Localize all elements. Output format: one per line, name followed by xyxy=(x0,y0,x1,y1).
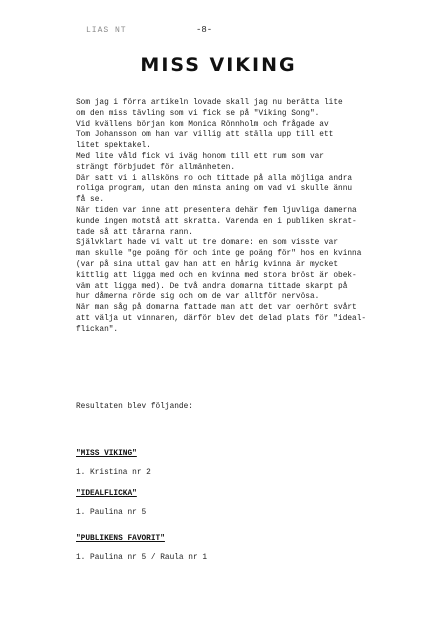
header-text: LIAS NT xyxy=(86,26,127,35)
body-line: kittlig att ligga med och en kvinna med stora bröst är obek- xyxy=(76,271,357,280)
body-line: kunde ingen motstå att skratta. Varenda en i publiken skrat- xyxy=(76,217,357,226)
body-line: få se. xyxy=(76,196,105,205)
body-line: Tom Johansson om han var villig att ställa upp till ett xyxy=(76,131,334,140)
result-item: 1. Paulina nr 5 / Raula nr 1 xyxy=(76,554,208,562)
article-body xyxy=(76,98,386,336)
section-heading: "IDEALFLICKA" xyxy=(76,490,137,498)
body-line: man skulle "ge poäng för och inte ge poäng för" hos en kvinna xyxy=(76,250,362,259)
body-line: Där satt vi i allsköns ro och tittade på alla möjliga andra xyxy=(76,174,353,183)
body-line: strängt förbjudet för allmänheten. xyxy=(76,163,236,172)
body-line: När tiden var inne att presentera dehär fem ljuvliga damerna xyxy=(76,206,357,215)
body-line: Självklart hade vi valt ut tre domare: en som visste var xyxy=(76,239,339,248)
body-line: Vid kvällens början kom Monica Rönnholm och frågade av xyxy=(76,120,329,129)
body-line: tade så att tårarna rann. xyxy=(76,228,193,237)
page-number: -8- xyxy=(196,25,213,35)
result-item: 1. Paulina nr 5 xyxy=(76,509,147,517)
body-line: roliga program, utan den minsta aning om vad vi skulle ännu xyxy=(76,185,353,194)
results-intro: Resultaten blev följande: xyxy=(76,403,193,411)
page-header xyxy=(0,26,437,38)
article-title: MISS VIKING xyxy=(140,54,297,76)
body-line: När man såg på domarna fattade man att det var oerhört svårt xyxy=(76,304,357,313)
body-line: om den miss tävling som vi fick se på "Viking Song". xyxy=(76,109,320,118)
body-line: väm att ligga med). De två andra domarna tittade skarpt på xyxy=(76,282,348,291)
body-line: litet spektakel. xyxy=(76,142,151,151)
section-heading: "MISS VIKING" xyxy=(76,450,137,458)
result-section-publikens-favorit xyxy=(76,535,207,562)
body-line: flickan". xyxy=(76,325,119,334)
section-heading: "PUBLIKENS FAVORIT" xyxy=(76,535,165,543)
result-item: 1. Kristina nr 2 xyxy=(76,469,151,477)
body-line: Med lite våld fick vi iväg honom till ett rum som var xyxy=(76,152,324,161)
body-line: hur dåmerna rörde sig och om de var alltför nervösa. xyxy=(76,293,320,302)
result-section-miss-viking xyxy=(76,450,151,477)
result-section-idealflicka xyxy=(76,490,146,517)
body-line: Som jag i förra artikeln lovade skall jag nu berätta lite xyxy=(76,99,343,107)
body-line: att välja ut vinnaren, därför blev det delad plats för "ideal- xyxy=(76,314,367,323)
body-line: (var på sina uttal gav han att en hårig kvinna är mycket xyxy=(76,260,339,269)
